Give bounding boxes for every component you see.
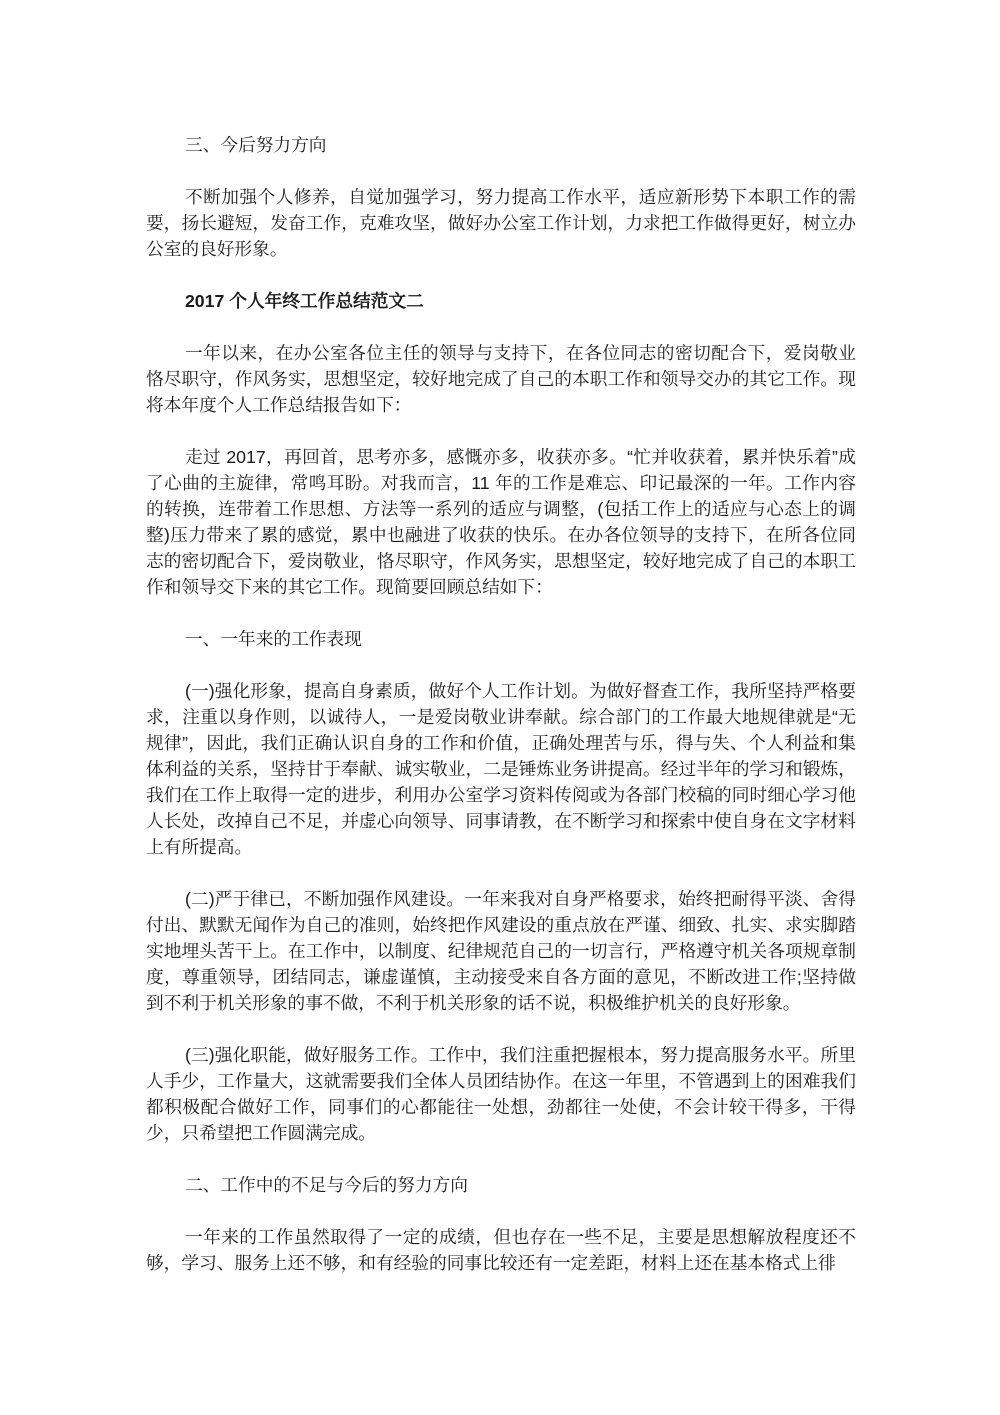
section-heading-shortcomings: 二、工作中的不足与今后的努力方向 [184, 1175, 468, 1195]
section-heading-future-direction: 三、今后努力方向 [184, 135, 327, 155]
section-heading-work-performance: 一、一年来的工作表现 [184, 629, 362, 649]
paragraph: (三)强化职能，做好服务工作。工作中，我们注重把握根本，努力提高服务水平。所里人手少，工作量大，这就需要我们全体人员团结协作。在这一年里，不管遇到上的困难我们都积极配合做好工作，同事们的心都能往一处想，劲都往一处使，不会计较干得多，干得少，只希望把工作圆满完成。 [146, 1045, 856, 1143]
paragraph: (一)强化形象，提高自身素质，做好个人工作计划。为做好督查工作，我所坚持严格要求，注重以身作则，以诚待人，一是爱岗敬业讲奉献。综合部门的工作最大地规律就是“无规律”，因此，我们正确认识自身的工作和价值，正确处理苦与乐，得与失、个人利益和集体利益的关系，坚持甘于奉献、诚实敬业，二是锤炼业务讲提高。经过半年的学习和锻炼，我们在工作上取得一定的进步，利用办公室学习资料传阅或为各部门校稿的同时细心学习他人长处，改掉自己不足，并虚心向领导、同事请教，在不断学习和探索中使自身在文字材料上有所提高。 [146, 681, 856, 857]
paragraph: (二)严于律已，不断加强作风建设。一年来我对自身严格要求，始终把耐得平淡、舍得付出、默默无闻作为自己的准则，始终把作风建设的重点放在严谨、细致、扎实、求实脚踏实地埋头苦干上。在工作中，以制度、纪律规范自己的一切言行，严格遵守机关各项规章制度，尊重领导，团结同志，谦虚谨慎，主动接受来自各方面的意见，不断改进工作;坚持做到不利于机关形象的事不做，不利于机关形象的话不说，积极维护机关的良好形象。 [146, 889, 856, 1013]
document-title-sample-two: 2017 个人年终工作总结范文二 [184, 291, 424, 311]
paragraph: 走过 2017，再回首，思考亦多，感慨亦多，收获亦多。“忙并收获着，累并快乐着”成了心曲的主旋律，常鸣耳盼。对我而言，11 年的工作是难忘、印记最深的一年。工作内容的转换，连带着工作思想、方法等一系列的适应与调整，(包括工作上的适应与心态上的调整)压力带来了累的感觉，累中也融进了收获的快乐。在办各位领导的支持下，在所各位同志的密切配合下，爱岗敬业，恪尽职守，作风务实，思想坚定，较好地完成了自己的本职工作和领导交下来的其它工作。现简要回顾总结如下： [146, 447, 856, 597]
paragraph: 一年以来，在办公室各位主任的领导与支持下，在各位同志的密切配合下，爱岗敬业恪尽职守，作风务实，思想坚定，较好地完成了自己的本职工作和领导交办的其它工作。现将本年度个人工作总结报告如下： [146, 343, 856, 415]
paragraph: 一年来的工作虽然取得了一定的成绩，但也存在一些不足，主要是思想解放程度还不够，学习、服务上还不够，和有经验的同事比较还有一定差距，材料上还在基本格式上徘 [146, 1227, 856, 1273]
paragraph: 不断加强个人修养，自觉加强学习，努力提高工作水平，适应新形势下本职工作的需要，扬长避短，发奋工作，克难攻坚，做好办公室工作计划，力求把工作做得更好，树立办公室的良好形象。 [146, 187, 856, 259]
